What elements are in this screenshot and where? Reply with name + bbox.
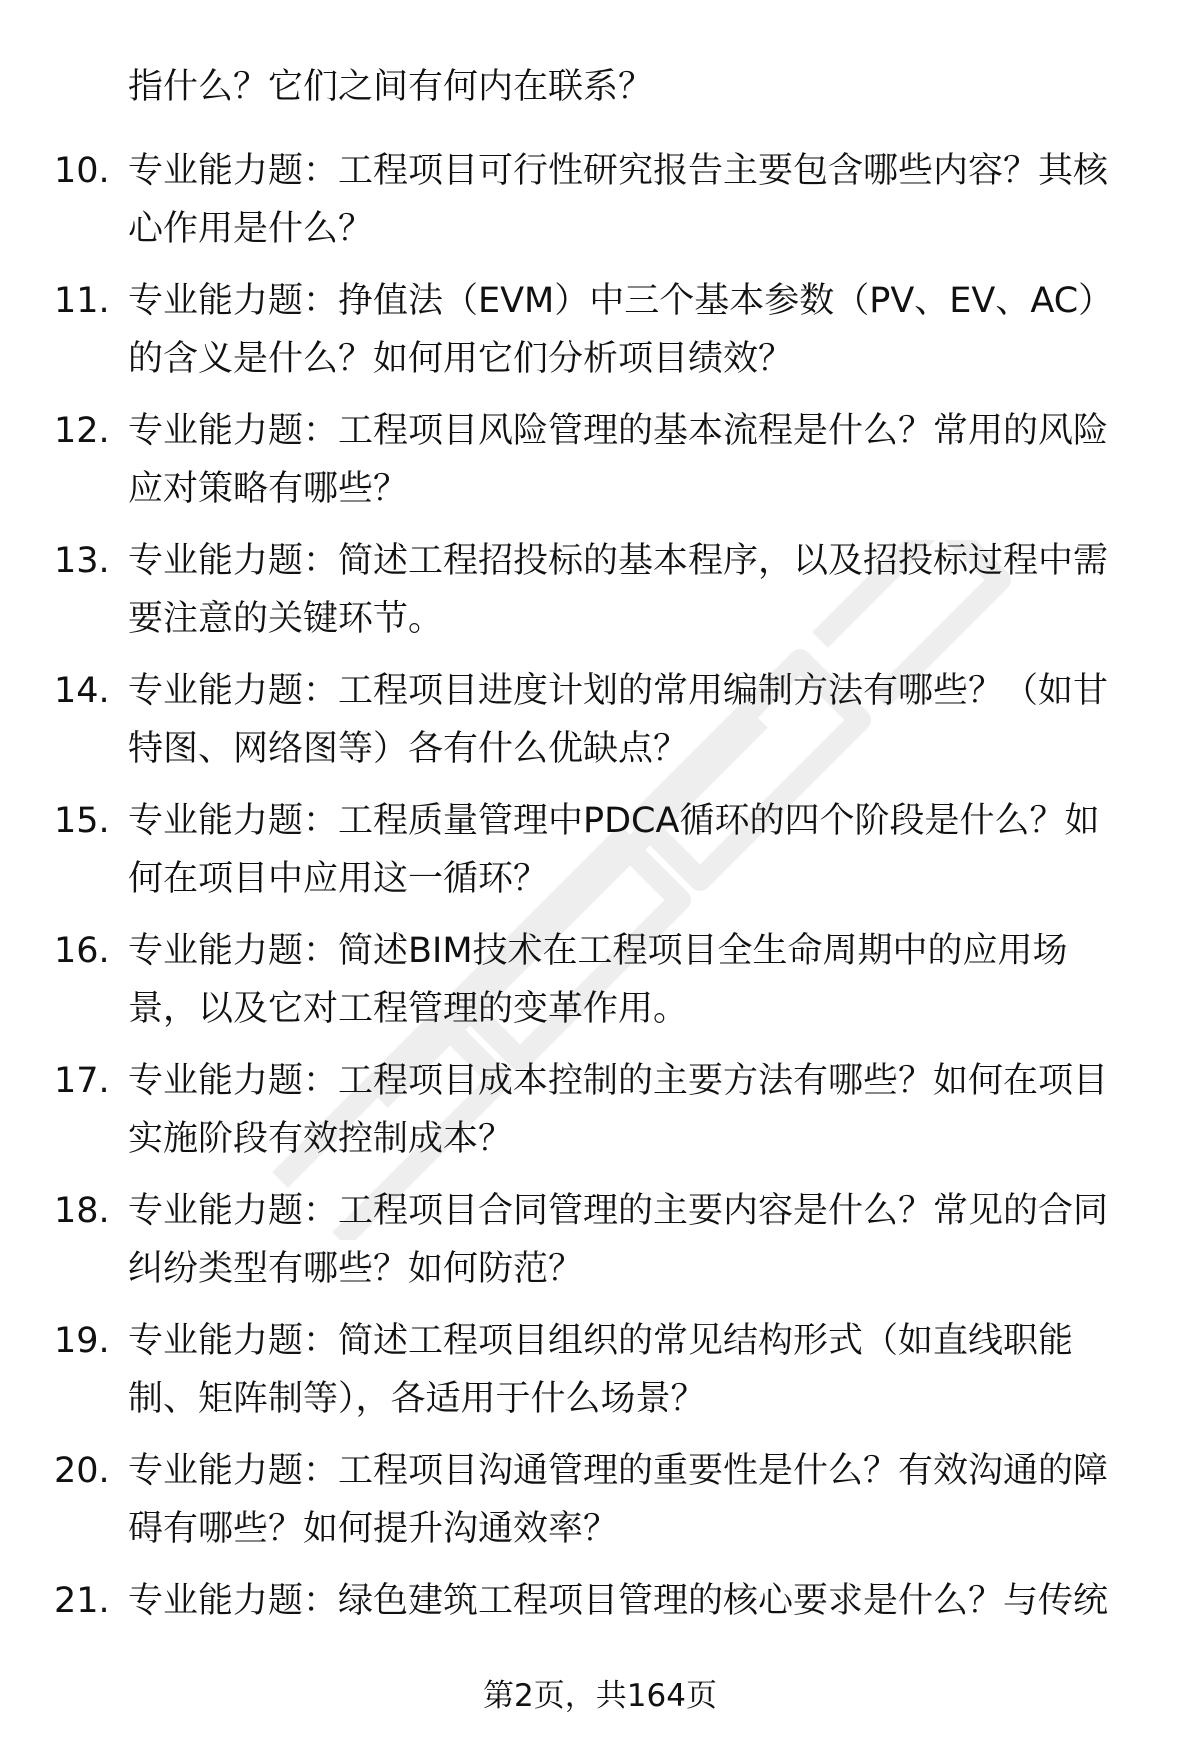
question-number: 19. bbox=[54, 1321, 110, 1361]
question-text: 专业能力题：工程项目合同管理的主要内容是什么？常见的合同 纠纷类型有哪些？如何防范？ bbox=[128, 1191, 1109, 1289]
question-number: 15. bbox=[54, 801, 110, 841]
question-text: 专业能力题：挣值法（EVM）中三个基本参数（PV、EV、AC） 的含义是什么？如何用它们分析项目绩效？ bbox=[128, 281, 1114, 379]
question-text: 专业能力题：简述工程招投标的基本程序，以及招投标过程中需 要注意的关键环节。 bbox=[128, 541, 1109, 639]
question-text: 专业能力题：简述工程项目组织的常见结构形式（如直线职能 制、矩阵制等），各适用于什么场景？ bbox=[128, 1321, 1074, 1419]
question-number: 18. bbox=[54, 1191, 110, 1231]
question-item bbox=[0, 662, 1200, 792]
question-number: 20. bbox=[54, 1451, 110, 1491]
question-item bbox=[0, 402, 1200, 532]
question-number: 17. bbox=[54, 1061, 110, 1101]
question-number: 10. bbox=[54, 151, 110, 191]
page-footer: 第2页，共164页 bbox=[483, 1678, 717, 1714]
continuation-text: 指什么？它们之间有何内在联系？ bbox=[128, 67, 654, 107]
question-number: 16. bbox=[54, 931, 110, 971]
question-item bbox=[0, 532, 1200, 662]
question-number: 12. bbox=[54, 411, 110, 451]
question-text: 专业能力题：工程项目成本控制的主要方法有哪些？如何在项目 实施阶段有效控制成本？ bbox=[128, 1061, 1109, 1159]
question-item bbox=[0, 142, 1200, 272]
question-item bbox=[0, 1052, 1200, 1182]
question-text: 专业能力题：工程质量管理中PDCA循环的四个阶段是什么？如 何在项目中应用这一循环？ bbox=[128, 801, 1100, 899]
question-item bbox=[0, 272, 1200, 402]
question-text: 专业能力题：简述BIM技术在工程项目全生命周期中的应用场 景，以及它对工程管理的变革作用。 bbox=[128, 931, 1068, 1029]
question-text: 专业能力题：工程项目进度计划的常用编制方法有哪些？（如甘 特图、网络图等）各有什么优缺点？ bbox=[128, 671, 1109, 769]
question-number: 13. bbox=[54, 541, 110, 581]
question-text: 专业能力题：工程项目风险管理的基本流程是什么？常用的风险 应对策略有哪些？ bbox=[128, 411, 1109, 509]
question-item bbox=[0, 1442, 1200, 1572]
question-item bbox=[0, 1182, 1200, 1312]
question-number: 21. bbox=[54, 1581, 110, 1621]
question-item bbox=[0, 792, 1200, 922]
question-number: 11. bbox=[54, 281, 110, 321]
question-number: 14. bbox=[54, 671, 110, 711]
question-text: 专业能力题：绿色建筑工程项目管理的核心要求是什么？与传统 bbox=[128, 1581, 1109, 1621]
question-list bbox=[0, 142, 1200, 1702]
question-text: 专业能力题：工程项目可行性研究报告主要包含哪些内容？其核 心作用是什么？ bbox=[128, 151, 1109, 249]
question-text: 专业能力题：工程项目沟通管理的重要性是什么？有效沟通的障 碍有哪些？如何提升沟通效率？ bbox=[128, 1451, 1109, 1549]
question-item bbox=[0, 1312, 1200, 1442]
question-item bbox=[0, 922, 1200, 1052]
